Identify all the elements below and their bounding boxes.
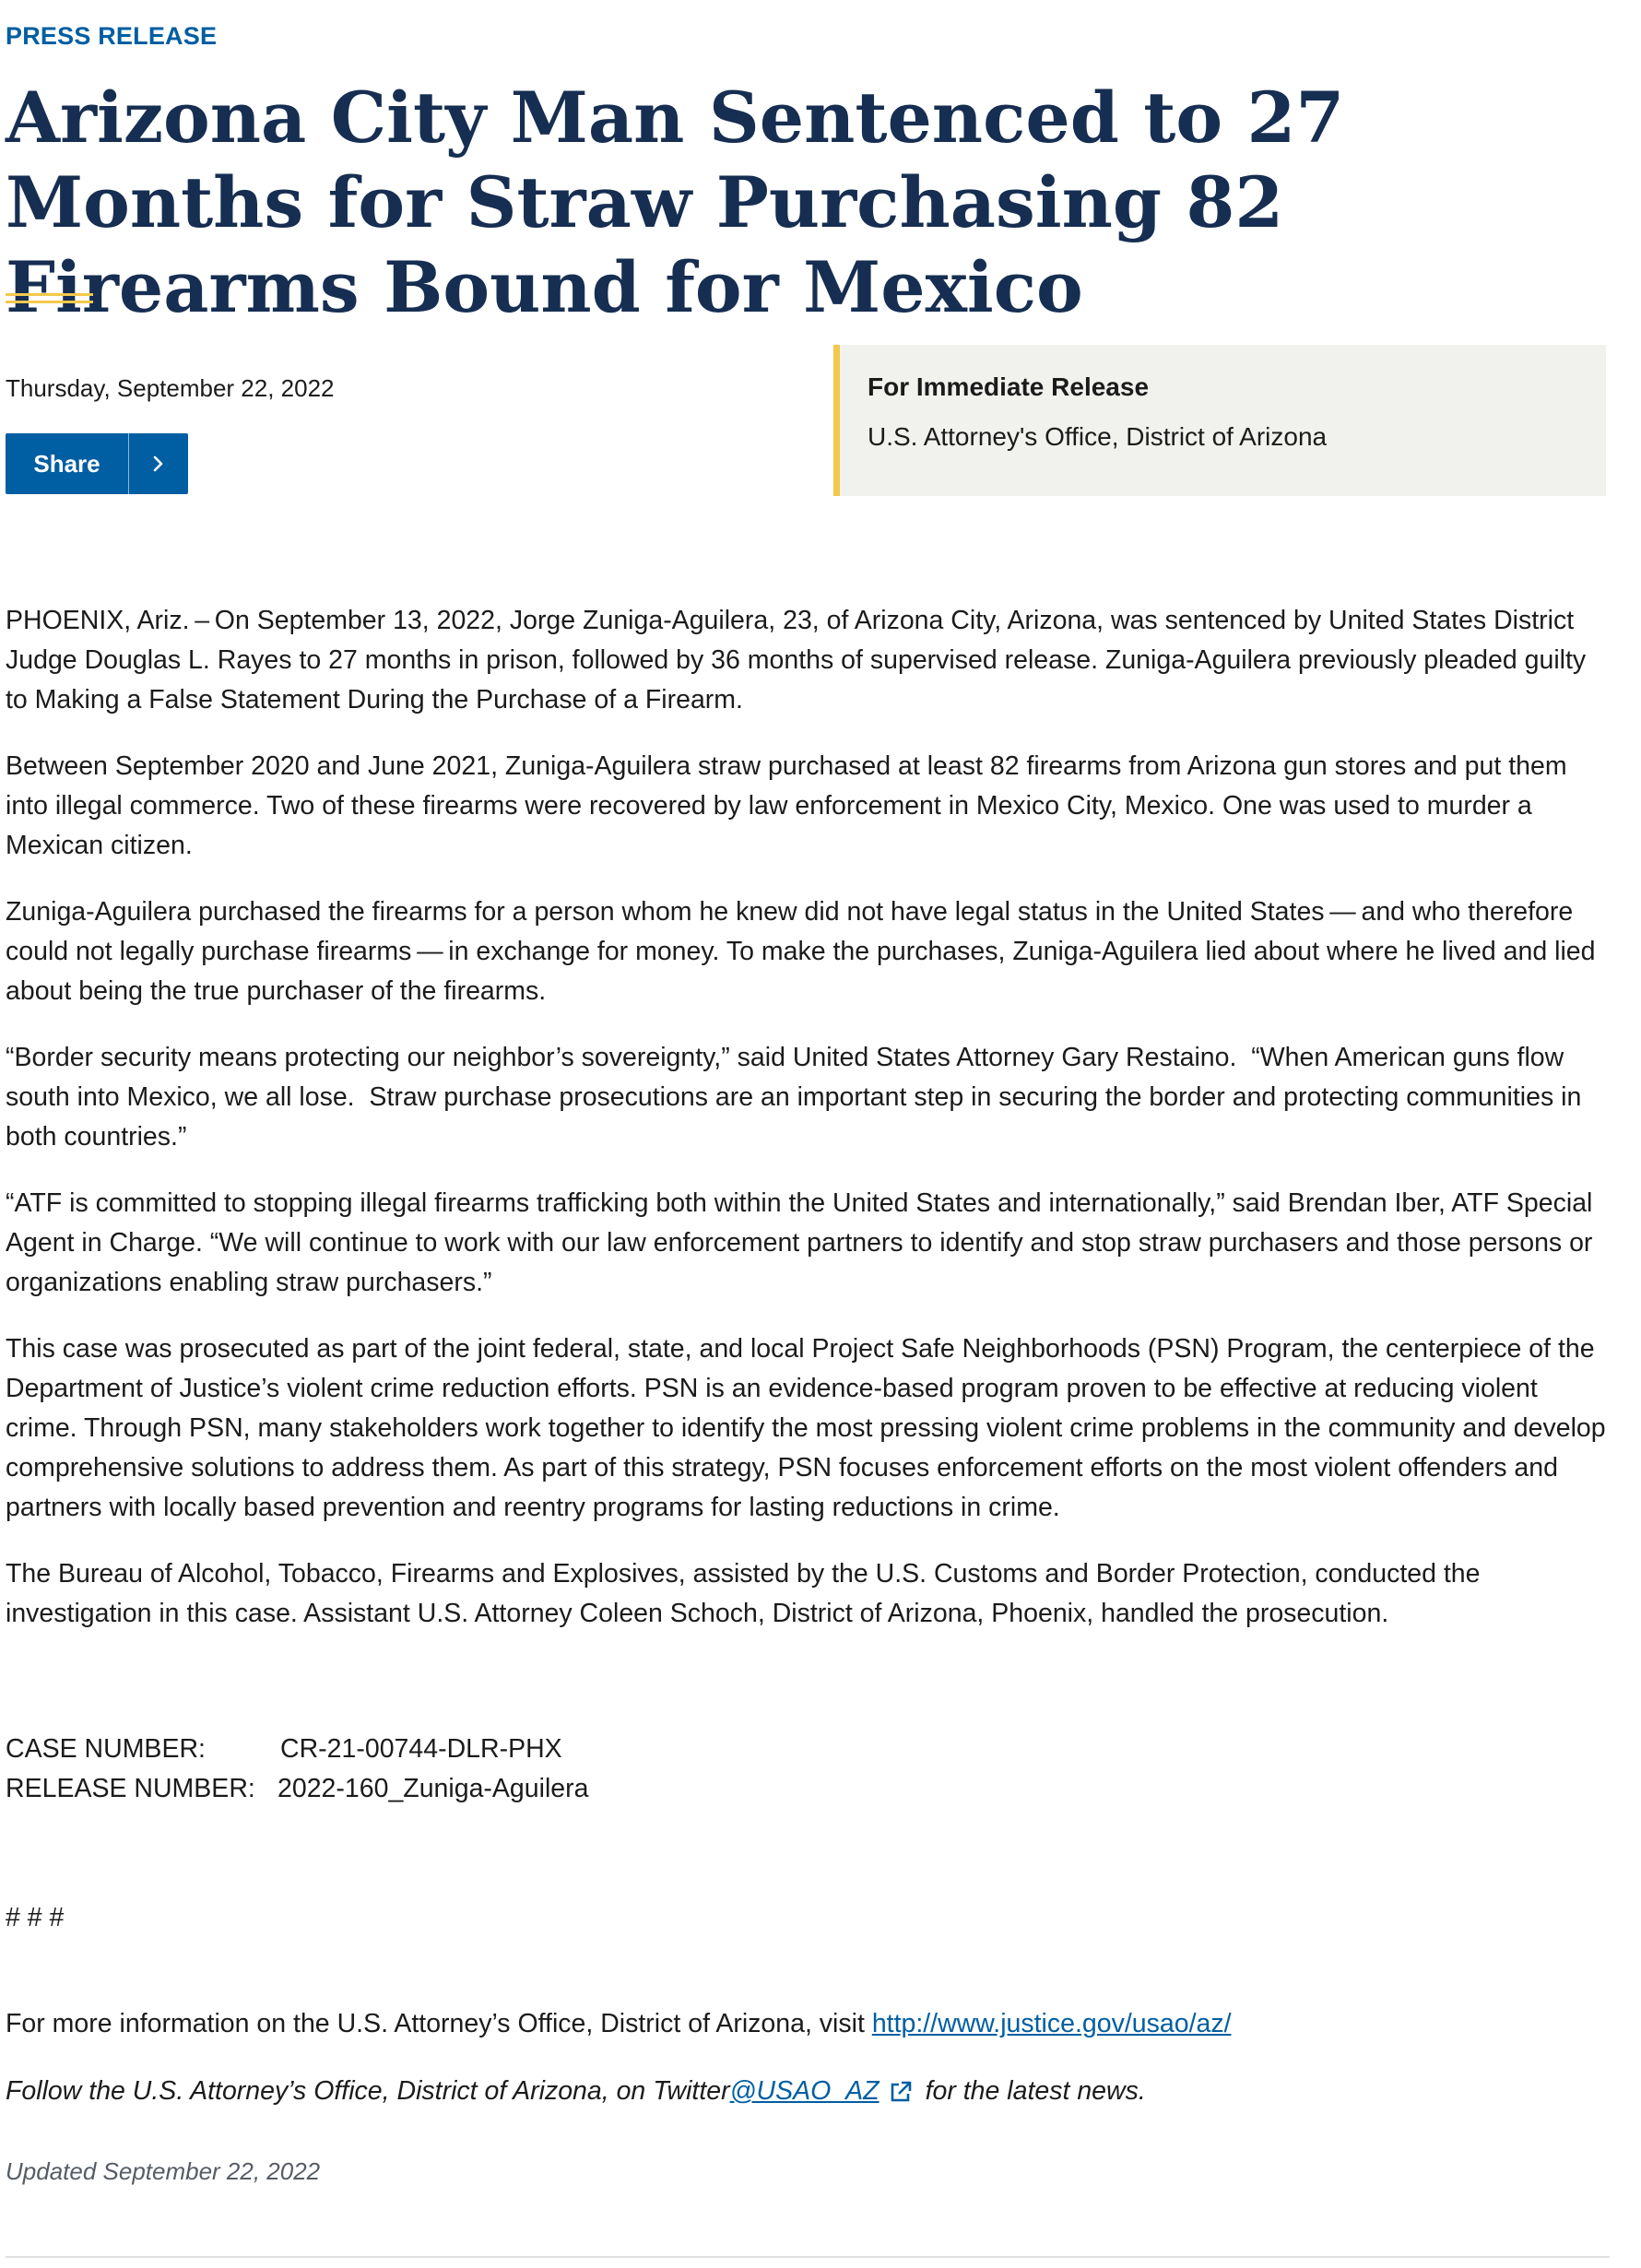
follow-line (6, 2076, 1146, 2107)
share-button-label: Share (33, 449, 100, 478)
title-underline-divider (6, 293, 93, 303)
chevron-right-icon (129, 453, 188, 475)
body-paragraph: “Border security means protecting our neighbor’s sovereignty,” said United States Attorney Gary Restaino. “When American guns flow south into Mexico, we all lose. Straw purchase prosecutions are an important step in securing the border and protecting communities in both countries.” (6, 1043, 1582, 1152)
body-paragraph: The Bureau of Alcohol, Tobacco, Firearms and Explosives, assisted by the U.S. Customs and Border Protection, conducted the investigation in this case. Assistant U.S. Attorney Coleen Schoch, District of Arizona, Phoenix, handled the prosecution. (6, 1559, 1481, 1628)
end-marker: # # # (6, 1903, 65, 1932)
body-paragraph: PHOENIX, Ariz. – On September 13, 2022, Jorge Zuniga-Aguilera, 23, of Arizona City, Arizona, was sentenced by United States District Judge Douglas L. Rayes to 27 months in prison, followed by 36 months of supervised release. Zuniga-Aguilera previously pleaded guilty to Making a False Statement During the Purchase of a Firearm. (6, 606, 1587, 715)
page-title: Arizona City Man Sentenced to 27 Months for Straw Purchasing 82 Firearms Bound for Mexico (6, 77, 1345, 328)
share-button[interactable] (6, 433, 188, 494)
case-number-row (6, 1730, 589, 1769)
follow-text: Follow the U.S. Attorney’s Office, District of Arizona, on Twitter (6, 2076, 730, 2106)
release-number-value: 2022-160_Zuniga-Aguilera (277, 1774, 589, 1803)
more-info-text: For more information on the U.S. Attorney’s Office, District of Arizona, visit (6, 2009, 872, 2038)
page-eyebrow: PRESS RELEASE (6, 22, 218, 50)
updated-date: Updated September 22, 2022 (6, 2157, 321, 2185)
more-info-line (6, 2009, 1232, 2039)
release-office: U.S. Attorney's Office, District of Arizona (868, 422, 1328, 451)
body-paragraph: Between September 2020 and June 2021, Zuniga-Aguilera straw purchased at least 82 firearms from Arizona gun stores and put them into illegal commerce. Two of these firearms were recovered by law enforcement in Mexico City, Mexico. One was used to murder a Mexican citizen. (6, 751, 1567, 860)
release-info-box (833, 345, 1606, 496)
article-body (6, 601, 1610, 1660)
body-paragraph: Zuniga-Aguilera purchased the firearms for a person whom he knew did not have legal status in the United States — and who therefore could not legally purchase firearms — in exchange for money. To make the purchases, Zuniga-Aguilera lied about where he lived and lied about being the true purchaser of the firearms. (6, 897, 1596, 1006)
case-number-label: CASE NUMBER: (6, 1734, 206, 1764)
release-number-row (6, 1769, 589, 1809)
release-label: For Immediate Release (868, 372, 1150, 401)
case-number-value: CR-21-00744-DLR-PHX (280, 1734, 562, 1764)
usao-website-link[interactable]: http://www.justice.gov/usao/az/ (871, 2009, 1232, 2038)
body-paragraph: This case was prosecuted as part of the joint federal, state, and local Project Safe Neighborhoods (PSN) Program, the centerpiece of the Department of Justice’s violent crime reduction efforts. PSN is an evidence-based program proven to be effective at reducing violent crime. Through PSN, many stakeholders work together to identify the most pressing violent crime problems in the community and develop comprehensive solutions to address them. As part of this strategy, PSN focuses enforcement efforts on the most violent offenders and partners with locally based prevention and reentry programs for lasting reductions in crime. (6, 1334, 1606, 1522)
case-info (6, 1730, 589, 1809)
follow-tail-text: for the latest news. (925, 2076, 1146, 2106)
twitter-link[interactable]: @USAO_AZ (729, 2076, 880, 2106)
release-date: Thursday, September 22, 2022 (6, 374, 335, 402)
bottom-divider (6, 2256, 1610, 2258)
release-number-label: RELEASE NUMBER: (6, 1774, 255, 1803)
external-link-icon[interactable] (889, 2080, 913, 2104)
body-paragraph: “ATF is committed to stopping illegal firearms trafficking both within the United States and internationally,” said Brendan Iber, ATF Special Agent in Charge. “We will continue to work with our law enforcement partners to identify and stop straw purchasers and those persons or organizations enabling straw purchasers.” (6, 1188, 1593, 1297)
